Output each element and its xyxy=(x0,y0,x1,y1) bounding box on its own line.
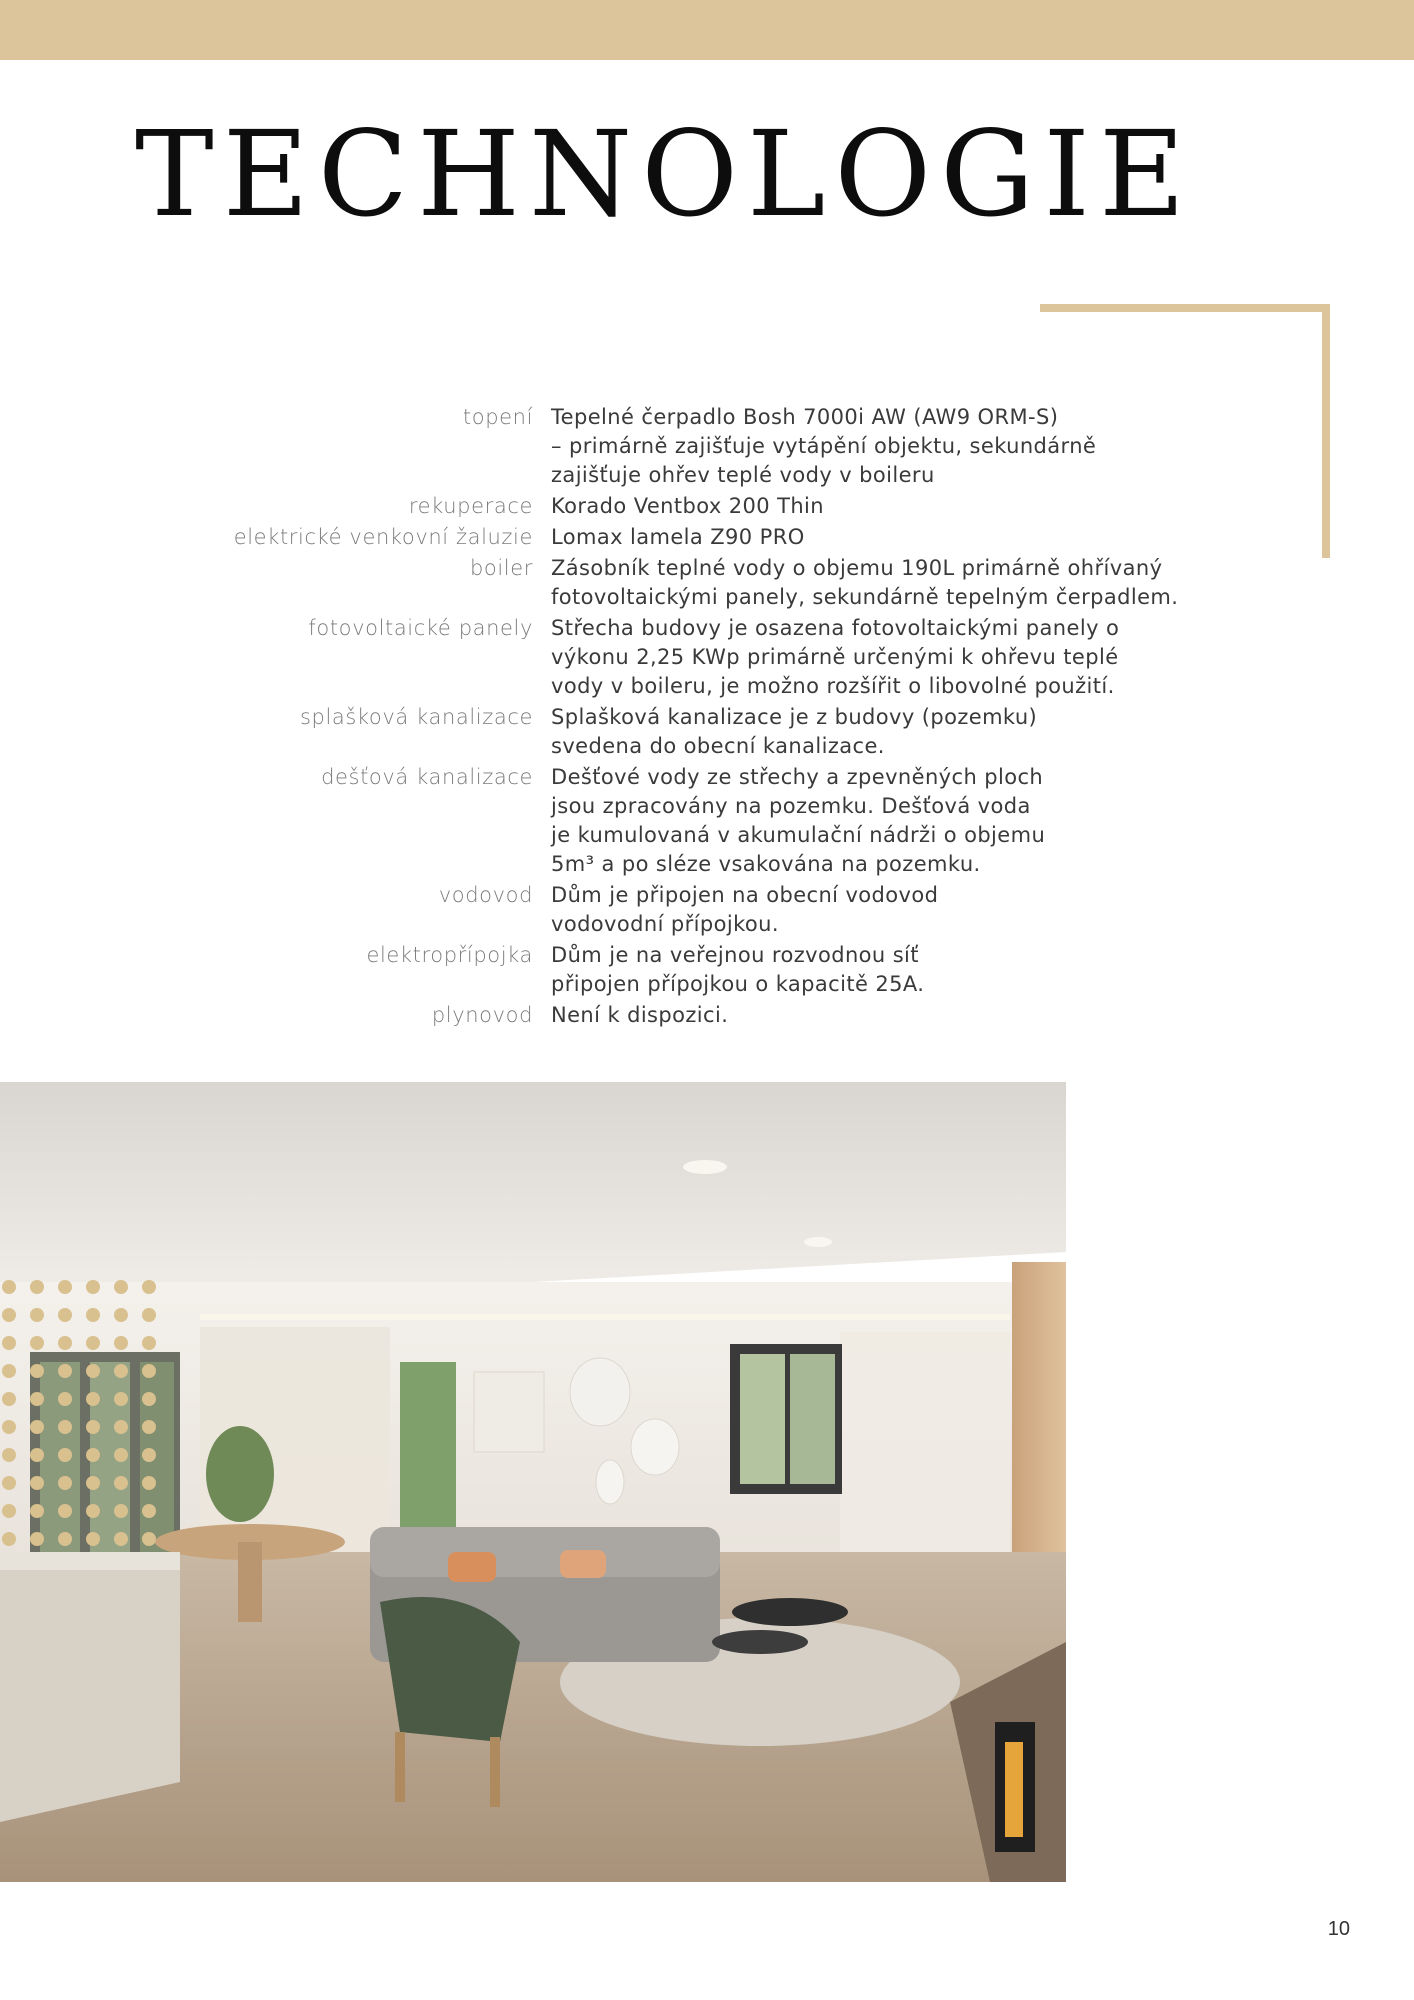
dot xyxy=(86,1532,100,1546)
spec-row-rekuperace xyxy=(200,492,1200,521)
dot xyxy=(86,1336,100,1350)
corner-bracket-vertical xyxy=(1322,304,1330,558)
spec-value: Dům je připojen na obecní vodovod vodovodní přípojkou. xyxy=(551,883,939,936)
dot xyxy=(58,1420,72,1434)
dot xyxy=(58,1392,72,1406)
dot xyxy=(30,1392,44,1406)
dot xyxy=(86,1448,100,1462)
dot xyxy=(58,1280,72,1294)
spec-row-zaluzie xyxy=(200,523,1200,552)
dot xyxy=(2,1504,16,1518)
dot xyxy=(114,1420,128,1434)
spec-list xyxy=(200,403,1200,1032)
dot xyxy=(142,1280,156,1294)
spec-label: boiler xyxy=(469,556,533,580)
dot xyxy=(86,1308,100,1322)
spec-value: Lomax lamela Z90 PRO xyxy=(551,525,805,549)
spec-row-boiler xyxy=(200,554,1200,612)
spec-row-topeni xyxy=(200,403,1200,490)
spec-label: fotovoltaické panely xyxy=(308,616,533,640)
dot xyxy=(114,1476,128,1490)
dot xyxy=(86,1504,100,1518)
dot xyxy=(114,1532,128,1546)
dot xyxy=(142,1364,156,1378)
dot xyxy=(86,1392,100,1406)
dot xyxy=(30,1364,44,1378)
dot xyxy=(2,1532,16,1546)
dot xyxy=(58,1532,72,1546)
spec-row-fotovoltaika xyxy=(200,614,1200,701)
dot xyxy=(58,1504,72,1518)
spec-value: Zásobník teplné vody o objemu 190L primárně ohřívaný fotovoltaickými panely, sekundárně tepelným čerpadlem. xyxy=(551,556,1179,609)
spec-value: Korado Ventbox 200 Thin xyxy=(551,494,825,518)
dot xyxy=(30,1448,44,1462)
dot xyxy=(86,1364,100,1378)
top-accent-band xyxy=(0,0,1414,60)
spec-label: topení xyxy=(462,405,533,429)
spec-value: Není k dispozici. xyxy=(551,1003,729,1027)
dot xyxy=(2,1280,16,1294)
spec-row-plynovod xyxy=(200,1001,1200,1030)
spec-label: rekuperace xyxy=(408,494,533,518)
dot xyxy=(58,1364,72,1378)
dot xyxy=(2,1448,16,1462)
spec-row-vodovod xyxy=(200,881,1200,939)
dot xyxy=(2,1336,16,1350)
dot xyxy=(114,1308,128,1322)
dot xyxy=(142,1448,156,1462)
spec-label: elektropřípojka xyxy=(366,943,533,967)
spec-value: Dešťové vody ze střechy a zpevněných ploch jsou zpracovány na pozemku. Dešťová voda je kumulovaná v akumulační nádrži o objemu 5m³ a po sléze vsakována na pozemku. xyxy=(551,765,1046,876)
spec-value: Splašková kanalizace je z budovy (pozemku) svedena do obecní kanalizace. xyxy=(551,705,1038,758)
dot xyxy=(114,1392,128,1406)
dot xyxy=(30,1420,44,1434)
dot xyxy=(58,1448,72,1462)
dot xyxy=(114,1504,128,1518)
spec-label: vodovod xyxy=(438,883,533,907)
dot xyxy=(86,1420,100,1434)
dot xyxy=(2,1420,16,1434)
dot xyxy=(142,1476,156,1490)
dot xyxy=(114,1364,128,1378)
dot xyxy=(30,1308,44,1322)
spec-label: splašková kanalizace xyxy=(299,705,533,729)
dot xyxy=(58,1476,72,1490)
corner-bracket-horizontal xyxy=(1040,304,1330,312)
dot xyxy=(30,1504,44,1518)
dot xyxy=(30,1336,44,1350)
dot xyxy=(86,1476,100,1490)
dot xyxy=(114,1280,128,1294)
dot xyxy=(2,1476,16,1490)
spec-value: Střecha budovy je osazena fotovoltaickými panely o výkonu 2,25 KWp primárně určenými k ohřevu teplé vody v boileru, je možno rozšířit o libovolné použití. xyxy=(551,616,1120,698)
spec-value: Dům je na veřejnou rozvodnou síť připojen přípojkou o kapacitě 25A. xyxy=(551,943,925,996)
spec-row-elektro xyxy=(200,941,1200,999)
dot xyxy=(142,1392,156,1406)
dot xyxy=(114,1336,128,1350)
spec-label: elektrické venkovní žaluzie xyxy=(233,525,533,549)
page-number: 10 xyxy=(1327,1918,1350,1940)
dot xyxy=(142,1308,156,1322)
decorative-dot-pattern xyxy=(2,1280,172,1560)
page-title: TECHNOLOGIE xyxy=(135,105,1195,243)
dot xyxy=(86,1280,100,1294)
dot xyxy=(2,1308,16,1322)
dot xyxy=(114,1448,128,1462)
dot xyxy=(58,1308,72,1322)
dot xyxy=(142,1532,156,1546)
dot xyxy=(30,1532,44,1546)
spec-row-destova xyxy=(200,763,1200,879)
dot xyxy=(30,1280,44,1294)
dot xyxy=(142,1504,156,1518)
spec-label: plynovod xyxy=(431,1003,533,1027)
dot xyxy=(2,1364,16,1378)
spec-row-splaskova xyxy=(200,703,1200,761)
dot xyxy=(142,1420,156,1434)
dot xyxy=(2,1392,16,1406)
spec-value: Tepelné čerpadlo Bosh 7000i AW (AW9 ORM-S) – primárně zajišťuje vytápění objektu, sekundárně zajišťuje ohřev teplé vody v boileru xyxy=(551,405,1097,487)
spec-label: dešťová kanalizace xyxy=(321,765,533,789)
dot xyxy=(30,1476,44,1490)
dot xyxy=(58,1336,72,1350)
dot xyxy=(142,1336,156,1350)
